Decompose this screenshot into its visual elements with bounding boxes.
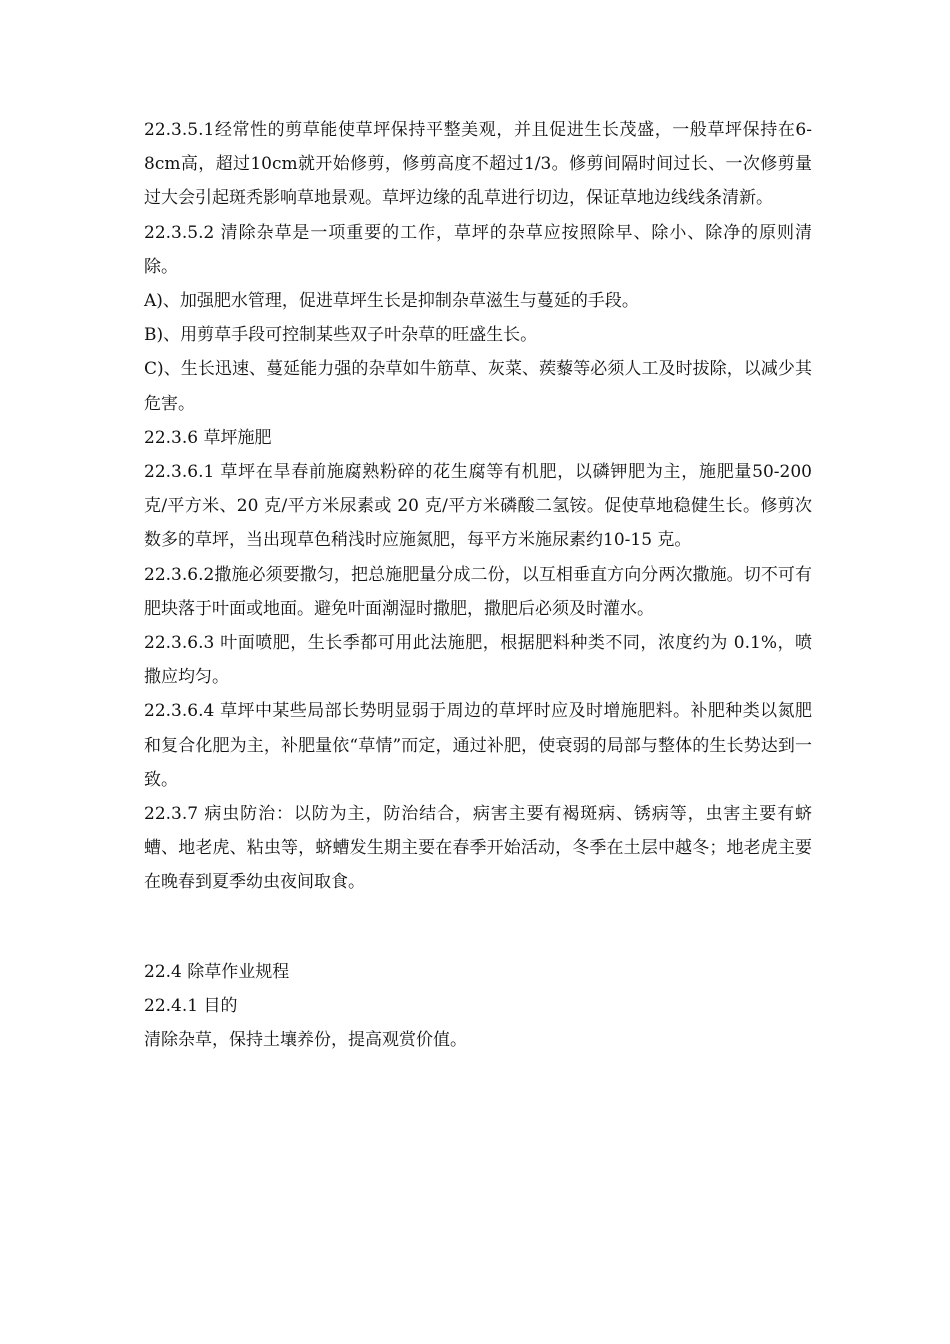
list-item-b: B)、用剪草手段可控制某些双子叶杂草的旺盛生长。 — [144, 325, 538, 346]
paragraph-22-3-6-1: 22.3.6.1 草坪在旱春前施腐熟粉碎的花生腐等有机肥，以磷钾肥为主，施肥量50-200 克/平方米、20 克/平方米尿素或 20 克/平方米磷酸二氢铵。促使草地稳健生长。修剪次数多的草坪，当出现草色稍浅时应施氮肥，每平方米施尿素约10-15 克。 — [144, 462, 812, 551]
paragraph-22-3-6-4: 22.3.6.4 草坪中某些局部长势明显弱于周边的草坪时应及时增施肥料。补肥种类以氮肥和复合化肥为主，补肥量依“草情”而定，通过补肥，使衰弱的局部与整体的生长势达到一致。 — [144, 701, 812, 790]
heading-22-3-6: 22.3.6 草坪施肥 — [144, 427, 272, 448]
paragraph-purpose: 清除杂草，保持土壤养份，提高观赏价值。 — [144, 1030, 467, 1051]
paragraph-22-3-6-2: 22.3.6.2撒施必须要撒匀，把总施肥量分成二份，以互相垂直方向分两次撒施。切不可有肥块落于叶面或地面。避免叶面潮湿时撒肥，撒肥后必须及时灌水。 — [144, 564, 812, 619]
paragraph-22-3-7: 22.3.7 病虫防治：以防为主，防治结合，病害主要有褐斑病、锈病等，虫害主要有蛴螬、地老虎、粘虫等，蛴螬发生期主要在春季开始活动，冬季在土层中越冬；地老虎主要在晚春到夏季幼虫夜间取食。 — [144, 804, 812, 893]
heading-22-4: 22.4 除草作业规程 — [144, 961, 290, 982]
section-gap — [144, 900, 812, 955]
document-body — [144, 113, 812, 1057]
heading-22-4-1: 22.4.1 目的 — [144, 995, 238, 1016]
list-item-a: A)、加强肥水管理，促进草坪生长是抑制杂草滋生与蔓延的手段。 — [144, 291, 639, 312]
paragraph-22-3-5-2: 22.3.5.2 清除杂草是一项重要的工作，草坪的杂草应按照除早、除小、除净的原则清除。 — [144, 222, 812, 277]
list-item-c: C)、生长迅速、蔓延能力强的杂草如牛筋草、灰菜、蒺藜等必须人工及时拔除，以减少其危害。 — [144, 359, 812, 414]
paragraph-22-3-5-1: 22.3.5.1经常性的剪草能使草坪保持平整美观，并且促进生长茂盛，一般草坪保持在6-8cm高，超过10cm就开始修剪，修剪高度不超过1/3。修剪间隔时间过长、一次修剪量过大会引起斑秃影响草地景观。草坪边缘的乱草进行切边，保证草地边线线条清新。 — [144, 120, 812, 209]
paragraph-22-3-6-3: 22.3.6.3 叶面喷肥，生长季都可用此法施肥，根据肥料种类不同，浓度约为 0.1%，喷撒应均匀。 — [144, 633, 812, 688]
